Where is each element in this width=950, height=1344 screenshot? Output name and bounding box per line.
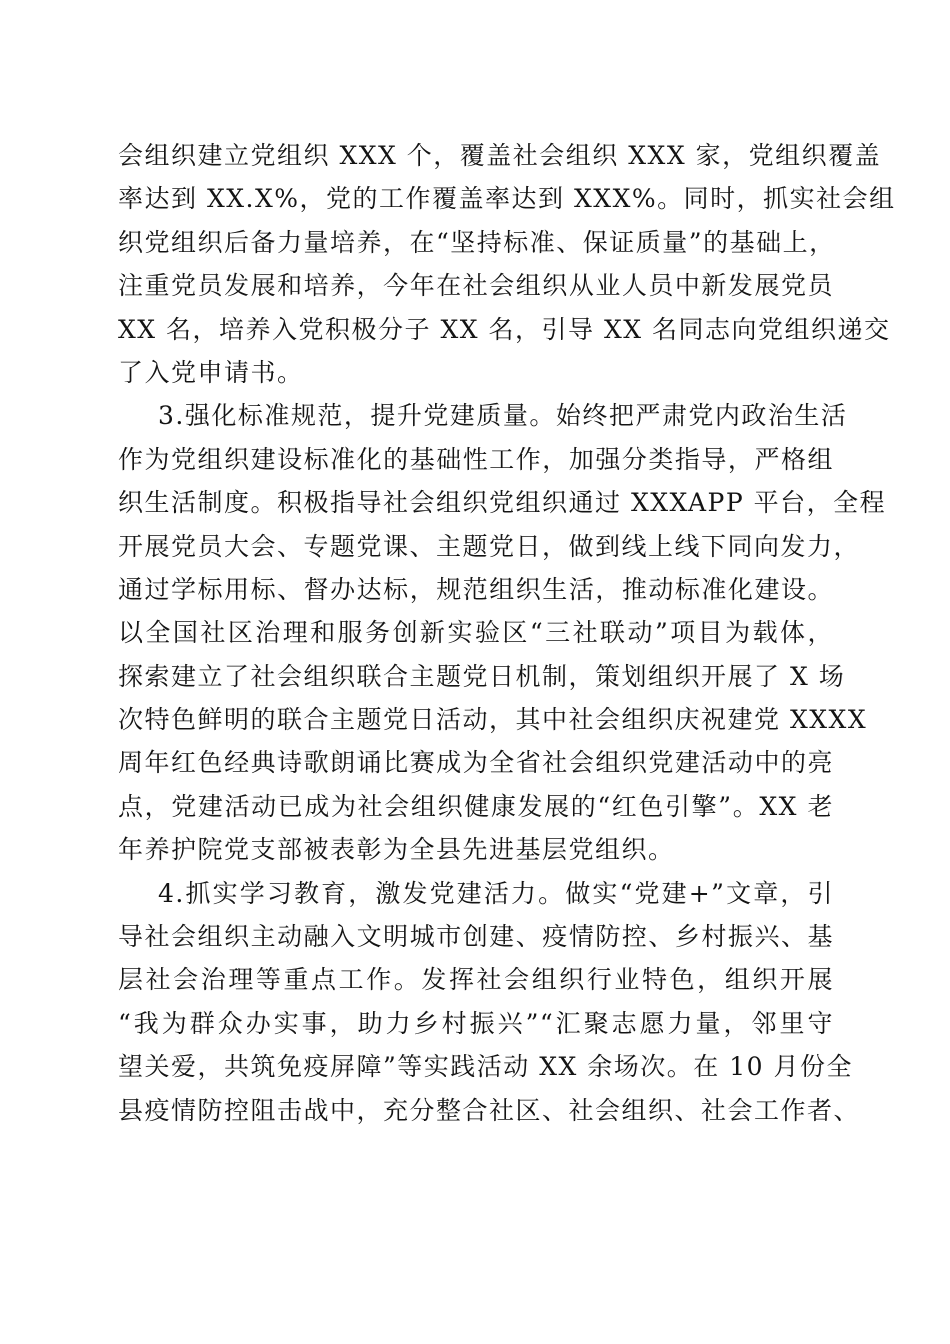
- paragraph-standardization: [118, 394, 887, 871]
- text-line: “我为群众办实事，助力乡村振兴”“汇聚志愿力量，邻里守: [118, 1008, 834, 1038]
- text-line: 次特色鲜明的联合主题党日活动，其中社会组织庆祝建党 XXXX: [118, 705, 868, 735]
- text-line: 点，党建活动已成为社会组织健康发展的“红色引擎”。XX 老: [118, 791, 834, 821]
- text-line: 率达到 XX.X%，党的工作覆盖率达到 XXX%。同时，抓实社会组: [118, 184, 896, 214]
- text-line: XX 名，培养入党积极分子 XX 名，引导 XX 名同志向党组织递交: [118, 314, 891, 344]
- paragraph-continuation: [118, 134, 896, 394]
- text-line: 导社会组织主动融入文明城市创建、疫情防控、乡村振兴、基: [118, 922, 834, 952]
- paragraph-study-education: [118, 872, 861, 1132]
- text-line: 会组织建立党组织 XXX 个，覆盖社会组织 XXX 家，党组织覆盖: [118, 141, 882, 170]
- text-line: 周年红色经典诗歌朗诵比赛成为全省社会组织党建活动中的亮: [118, 748, 834, 778]
- text-line: 年养护院党支部被表彰为全县先进基层党组织。: [118, 835, 675, 865]
- text-line: 层社会治理等重点工作。发挥社会组织行业特色，组织开展: [118, 965, 834, 995]
- text-line: 织党组织后备力量培养，在“坚持标准、保证质量”的基础上，: [118, 227, 836, 257]
- text-line: 织生活制度。积极指导社会组织党组织通过 XXXAPP 平台，全程: [118, 488, 887, 518]
- text-line: 开展党员大会、专题党课、主题党日，做到线上线下同向发力，: [118, 531, 861, 561]
- text-line: 探索建立了社会组织联合主题党日机制，策划组织开展了 X 场: [118, 661, 846, 691]
- paragraph-heading-line: 4.抓实学习教育，激发党建活力。做实“党建+”文章，引: [158, 878, 834, 908]
- text-line: 通过学标用标、督办达标，规范组织生活，推动标准化建设。: [118, 574, 834, 604]
- text-line: 作为党组织建设标准化的基础性工作，加强分类指导，严格组: [118, 444, 834, 474]
- text-line: 以全国社区治理和服务创新实验区“三社联动”项目为载体，: [118, 618, 834, 648]
- text-line: 望关爱，共筑免疫屏障”等实践活动 XX 余场次。在 10 月份全: [118, 1052, 853, 1082]
- text-line: 了入党申请书。: [118, 357, 304, 387]
- document-body: [118, 134, 896, 1132]
- text-line: 注重党员发展和培养，今年在社会组织从业人员中新发展党员: [118, 271, 834, 301]
- paragraph-heading-line: 3.强化标准规范，提升党建质量。始终把严肃党内政治生活: [158, 401, 848, 431]
- text-line: 县疫情防控阻击战中，充分整合社区、社会组织、社会工作者、: [118, 1095, 861, 1125]
